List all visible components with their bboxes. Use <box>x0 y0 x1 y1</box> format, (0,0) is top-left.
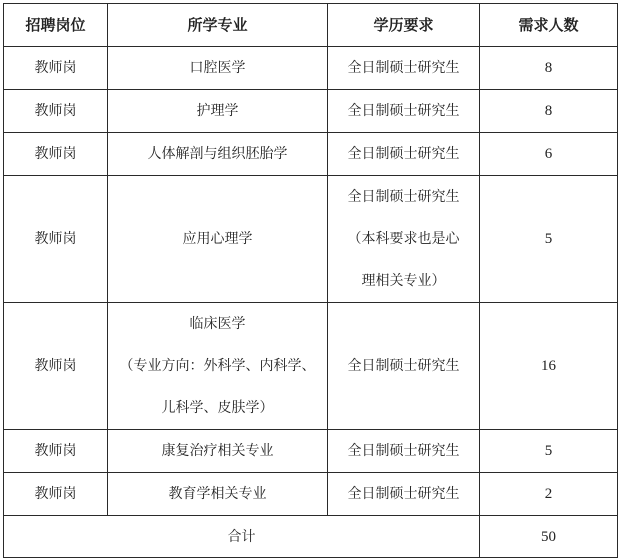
major-line: 临床医学 <box>189 316 246 332</box>
recruitment-table-container <box>3 3 617 551</box>
major-line: 护理学 <box>196 103 239 119</box>
education-line: 全日制硕士研究生 <box>347 146 460 162</box>
table-row <box>4 90 618 133</box>
cell-position: 教师岗 <box>4 176 108 303</box>
major-line: 应用心理学 <box>182 231 253 247</box>
cell-count: 2 <box>480 473 618 516</box>
education-note-line: （本科要求也是心 <box>347 231 460 247</box>
cell-education <box>328 430 480 473</box>
cell-education <box>328 133 480 176</box>
table-row <box>4 47 618 90</box>
total-count: 50 <box>480 516 618 558</box>
header-count: 需求人数 <box>480 4 618 47</box>
total-label: 合计 <box>4 516 480 558</box>
major-line: 康复治疗相关专业 <box>161 443 274 459</box>
cell-count: 5 <box>480 176 618 303</box>
major-line: 口腔医学 <box>189 60 246 76</box>
cell-major <box>108 90 328 133</box>
major-note-line: （专业方向：外科学、内科学、 <box>119 358 316 374</box>
cell-major <box>108 473 328 516</box>
cell-major <box>108 430 328 473</box>
table-total-row <box>4 516 618 558</box>
major-note-line: 儿科学、皮肤学） <box>161 400 274 416</box>
education-line: 全日制硕士研究生 <box>347 443 460 459</box>
cell-position: 教师岗 <box>4 473 108 516</box>
recruitment-table <box>3 3 618 558</box>
cell-position: 教师岗 <box>4 430 108 473</box>
cell-count: 8 <box>480 47 618 90</box>
table-row <box>4 303 618 430</box>
table-header-row <box>4 4 618 47</box>
cell-position: 教师岗 <box>4 133 108 176</box>
cell-count: 8 <box>480 90 618 133</box>
header-education: 学历要求 <box>328 4 480 47</box>
header-major: 所学专业 <box>108 4 328 47</box>
cell-count: 6 <box>480 133 618 176</box>
education-line: 全日制硕士研究生 <box>347 358 460 374</box>
cell-major <box>108 47 328 90</box>
table-row <box>4 430 618 473</box>
cell-count: 16 <box>480 303 618 430</box>
major-line: 教育学相关专业 <box>168 486 267 502</box>
major-line: 人体解剖与组织胚胎学 <box>147 146 288 162</box>
cell-education <box>328 47 480 90</box>
cell-position: 教师岗 <box>4 47 108 90</box>
cell-position: 教师岗 <box>4 90 108 133</box>
table-row <box>4 176 618 303</box>
table-row <box>4 133 618 176</box>
cell-education <box>328 303 480 430</box>
education-line: 全日制硕士研究生 <box>347 189 460 205</box>
education-line: 全日制硕士研究生 <box>347 486 460 502</box>
education-line: 全日制硕士研究生 <box>347 103 460 119</box>
cell-major <box>108 133 328 176</box>
cell-education <box>328 473 480 516</box>
cell-education <box>328 176 480 303</box>
education-note-line: 理相关专业） <box>361 273 446 289</box>
cell-major <box>108 176 328 303</box>
table-row <box>4 473 618 516</box>
cell-education <box>328 90 480 133</box>
cell-major <box>108 303 328 430</box>
cell-position: 教师岗 <box>4 303 108 430</box>
header-position: 招聘岗位 <box>4 4 108 47</box>
cell-count: 5 <box>480 430 618 473</box>
education-line: 全日制硕士研究生 <box>347 60 460 76</box>
